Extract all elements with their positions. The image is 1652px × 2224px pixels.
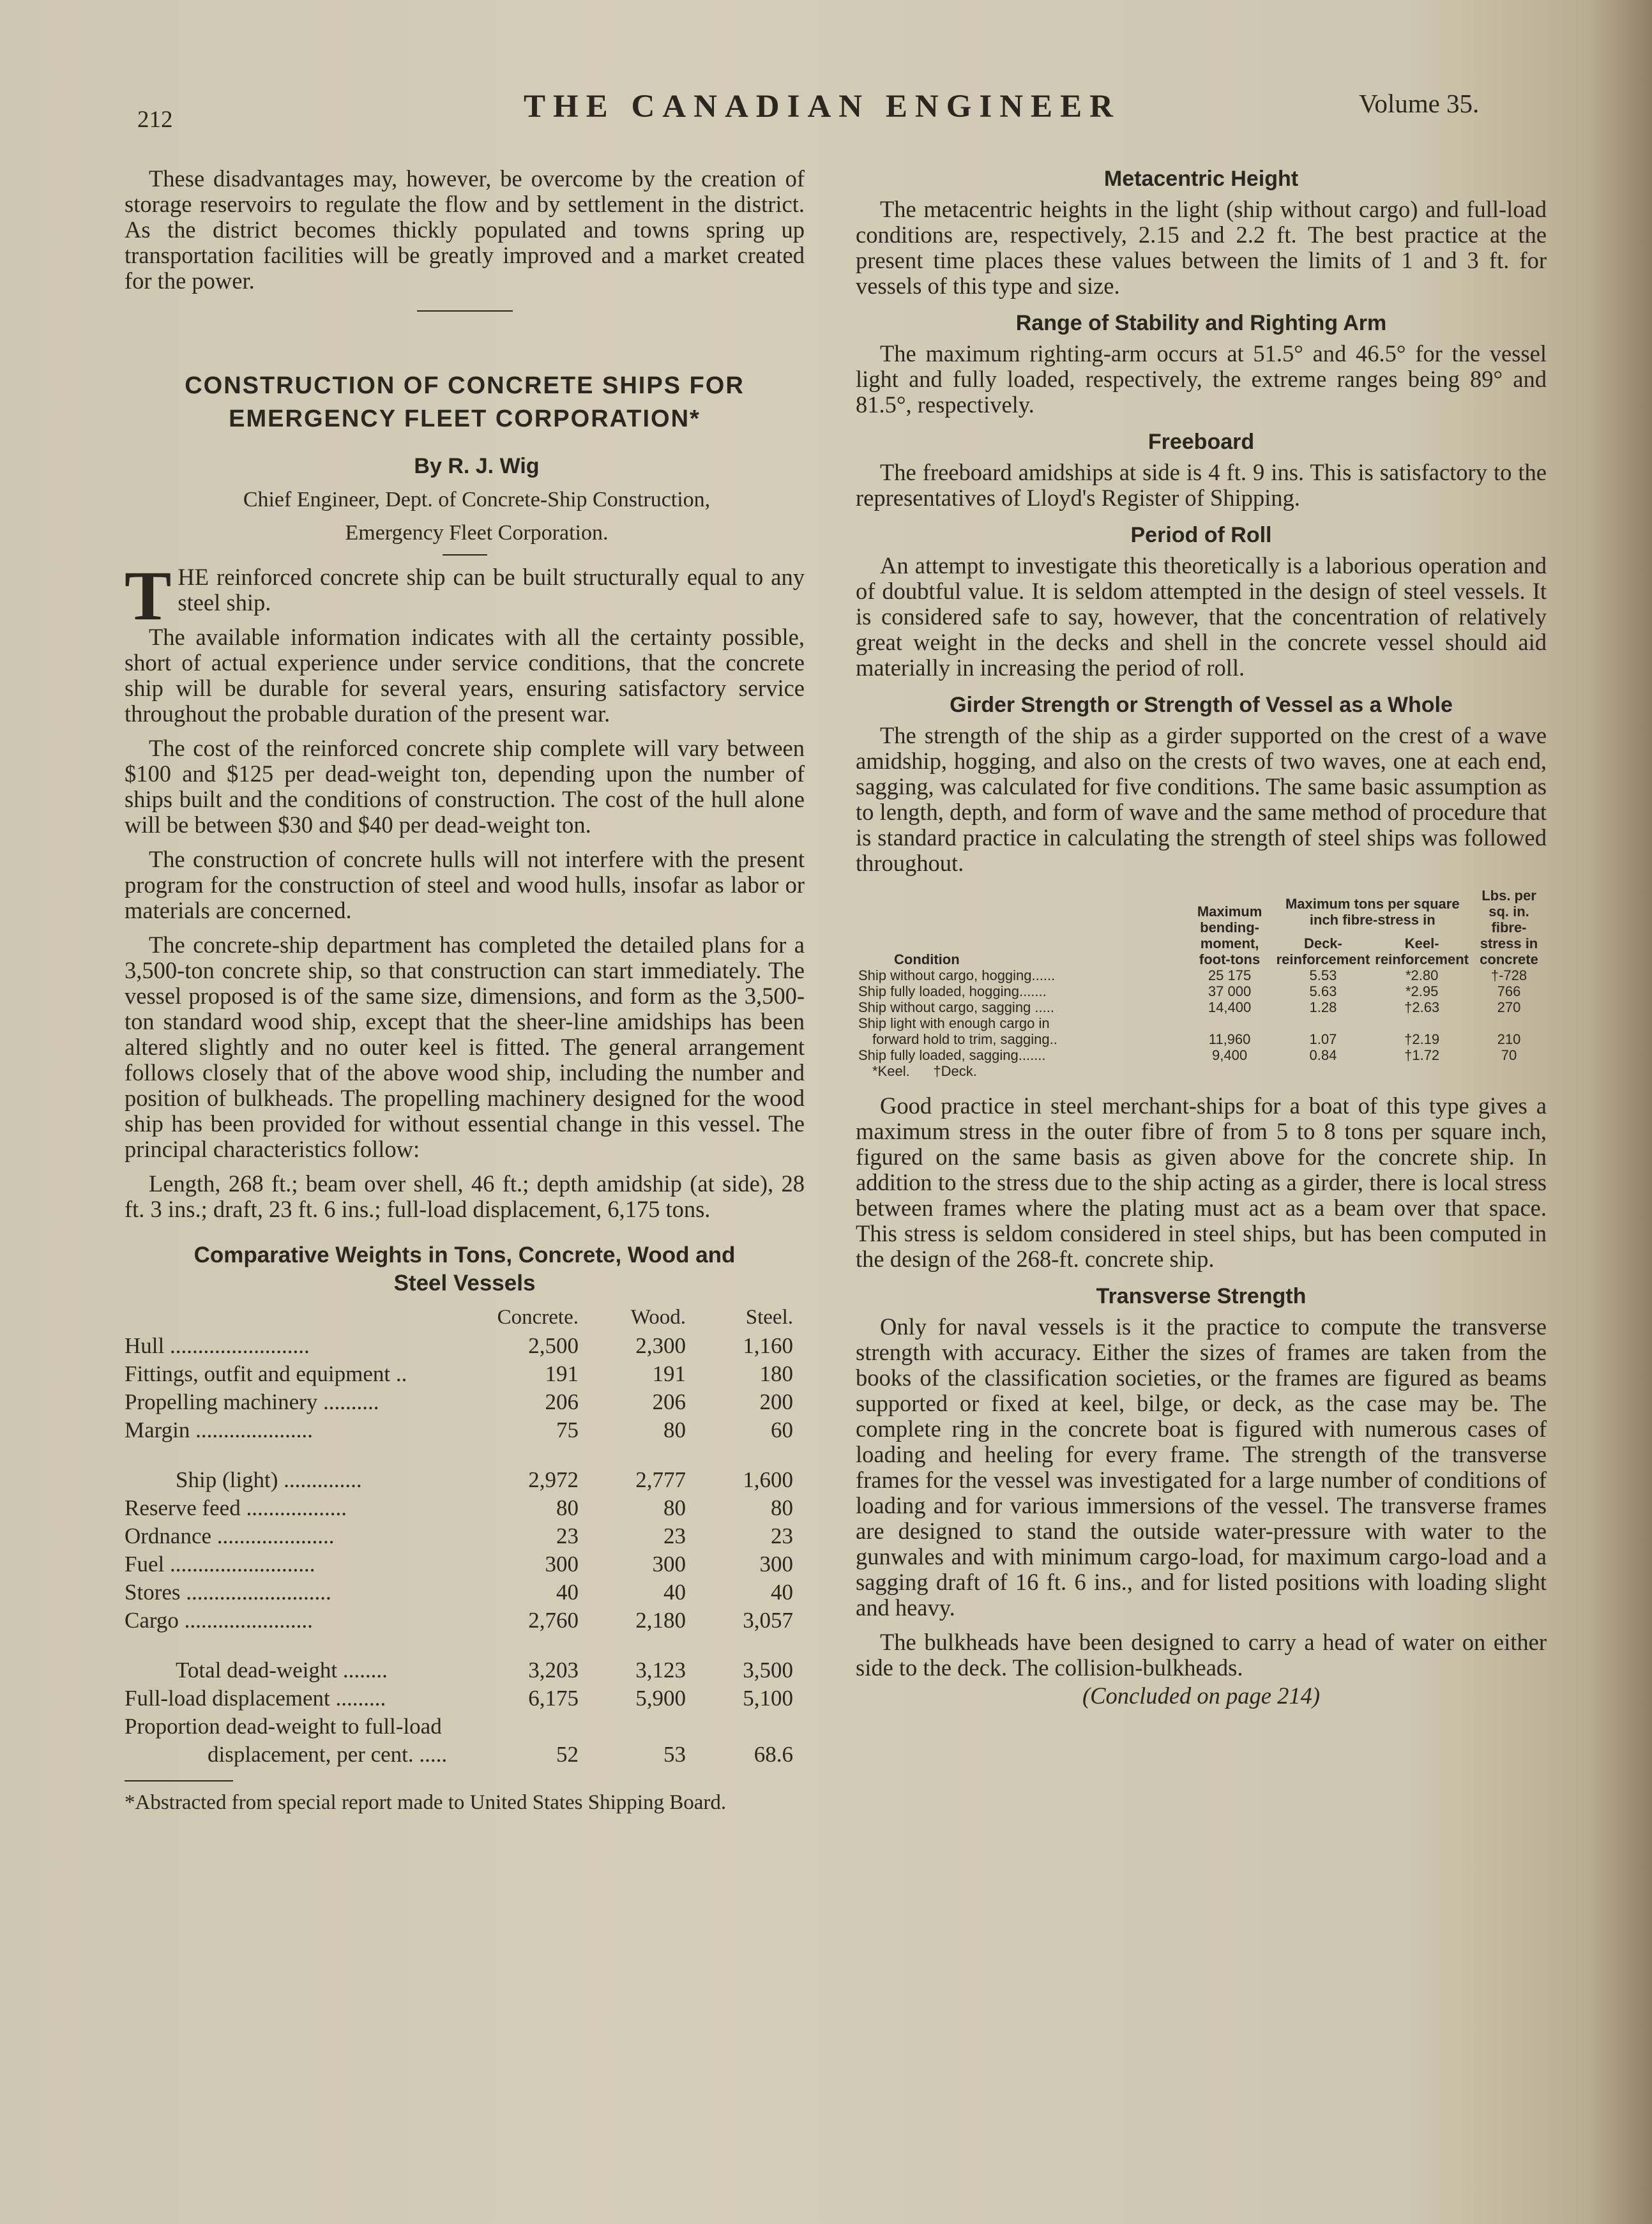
cell: Ship light with enough cargo in xyxy=(858,1015,1050,1031)
paragraph-metacentric: The metacentric heights in the light (ship without cargo) and full-load conditions are, respectively, 2.15 and 2.2 ft. The best practice at the present time places these values between the limits of 1 and 3 ft. for vessels of this type and size. xyxy=(856,196,1547,299)
table-row xyxy=(125,1416,805,1444)
row-label: Ordnance ..................... xyxy=(125,1524,335,1548)
column-header: Wood. xyxy=(630,1306,686,1329)
cell: 270 xyxy=(1497,999,1521,1015)
cell: 3,203 xyxy=(528,1658,579,1683)
right-column xyxy=(856,166,1547,1709)
paragraph-1-text: HE reinforced concrete ship can be built structurally equal to any steel ship. xyxy=(178,564,805,616)
cell: 300 xyxy=(759,1552,793,1577)
table-row xyxy=(125,1713,805,1741)
table-note-row xyxy=(856,1063,1547,1079)
heading-stability: Range of Stability and Righting Arm xyxy=(1015,311,1387,335)
cell: 23 xyxy=(556,1524,579,1548)
heading-girder: Girder Strength or Strength of Vessel as a Whole xyxy=(950,693,1453,717)
cell: †2.63 xyxy=(1404,999,1440,1015)
table-row xyxy=(125,1360,805,1388)
heading-metacentric: Metacentric Height xyxy=(1103,167,1299,191)
table-row xyxy=(125,1494,805,1522)
cell: 191 xyxy=(545,1361,579,1386)
paragraph-roll: An attempt to investigate this theoretically is a laborious operation and of doubtful value. It is seldom attempted in the design of steel vessels. It is considered safe to say, however, that the concentration of relatively great weight in the decks and shell in the concrete vessel should aid materially in increasing the period of roll. xyxy=(856,552,1547,681)
cell: forward hold to trim, sagging.. xyxy=(872,1031,1057,1047)
table-row xyxy=(856,1047,1547,1063)
cell: Ship without cargo, hogging...... xyxy=(858,967,1056,983)
weights-table-title xyxy=(125,1241,805,1297)
cell: 2,777 xyxy=(635,1467,686,1492)
byline: By R. J. Wig xyxy=(414,454,540,478)
article-title xyxy=(125,369,805,435)
column-header: Steel. xyxy=(745,1306,793,1329)
table-header-row xyxy=(125,1303,805,1332)
header-lbs: Lbs. per sq. in. fibre-stress in concrete xyxy=(1480,888,1538,967)
table-row xyxy=(125,1578,805,1607)
heading-freeboard: Freeboard xyxy=(1148,430,1255,454)
cell: 300 xyxy=(652,1552,686,1577)
cell: 40 xyxy=(771,1580,793,1605)
title-line-2: EMERGENCY FLEET CORPORATION* xyxy=(229,405,701,432)
cell: 14,400 xyxy=(1208,999,1252,1015)
cell: Ship fully loaded, hogging....... xyxy=(858,983,1047,999)
row-label: Full-load displacement ......... xyxy=(125,1686,386,1711)
heading-transverse: Transverse Strength xyxy=(1096,1284,1307,1308)
stress-table xyxy=(856,888,1547,1079)
cell: 5.53 xyxy=(1309,967,1337,983)
affiliation-2: Emergency Fleet Corporation. xyxy=(345,521,609,545)
weights-title-line-1: Comparative Weights in Tons, Concrete, Wood and xyxy=(193,1243,736,1267)
row-label: Propelling machinery .......... xyxy=(125,1389,379,1414)
paragraph-6: Length, 268 ft.; beam over shell, 46 ft.; depth amidship (at side), 28 ft. 3 ins.; draft, 23 ft. 6 ins.; full-load displacement, 6,175 tons. xyxy=(125,1170,805,1222)
table-row xyxy=(856,1031,1547,1047)
paragraph-girder: The strength of the ship as a girder supported on the crest of a wave amidship, hogging, and also on the crests of two waves, one at each end, sagging, was calculated for five conditions. The same basic assumption as to length, depth, and form of wave and the same method of procedure that is standard practice in calculating the strength of steel ships was followed throughout. xyxy=(856,722,1547,876)
cell: 5.63 xyxy=(1309,983,1337,999)
cell: *2.95 xyxy=(1405,983,1439,999)
table-row xyxy=(125,1607,805,1635)
table-row xyxy=(125,1550,805,1578)
cell: 3,500 xyxy=(743,1658,793,1683)
paragraph-transverse: Only for naval vessels is it the practice to compute the transverse strength with accuracy. Either the sizes of frames are taken from the books of the classification societies, or the frames are figured as beams supported or fixed at keel, bilge, or deck, as the case may be. The complete ring in the concrete boat is figured with numerous cases of loading and heeling for every frame. The strength of the transverse frames for the vessel was investigated for a large number of conditions of loading and for various immersions of the vessel. The transverse frames are designed to stand the outside water-pressure with water to the gunwales and with minimum cargo-load, for maximum cargo-load and a sagging draft of 16 ft. 6 ins., and for listed positions with loading slight and heavy. xyxy=(856,1313,1547,1621)
row-label: Fuel .......................... xyxy=(125,1552,315,1577)
page-header xyxy=(0,82,1652,133)
cell: 5,900 xyxy=(635,1686,686,1711)
cell: 210 xyxy=(1497,1031,1521,1047)
header-moment: Maximum bending-moment, foot-tons xyxy=(1197,904,1262,967)
table-row xyxy=(125,1388,805,1416)
table-row xyxy=(856,1015,1547,1031)
paragraph-5: The concrete-ship department has completed the detailed plans for a 3,500-ton concrete ship, so that construction can start immediately. The vessel proposed is of the same size, dimensions, and form as the 3,500-ton standard wood ship, except that the sheer-line amidships has been altered slightly and no outer keel is fitted. The general arrangement follows closely that of the above wood ship, including the number and position of bulkheads. The propelling machinery designed for the wood ship has been provided for without essential change in this vessel. The principal characteristics follow: xyxy=(125,932,805,1162)
header-keel: Keel-reinforcement xyxy=(1375,935,1469,967)
byline-divider xyxy=(443,554,487,556)
cell: 40 xyxy=(556,1580,579,1605)
cell: 1,160 xyxy=(743,1333,793,1358)
paragraph-4: The construction of concrete hulls will not interfere with the present program for the construction of steel and wood hulls, insofar as labor or materials are concerned. xyxy=(125,846,805,923)
table-row xyxy=(125,1466,805,1494)
cell: 200 xyxy=(759,1389,793,1414)
column-header: Concrete. xyxy=(497,1306,579,1329)
stress-header-row-1 xyxy=(856,888,1547,928)
cell: 52 xyxy=(556,1742,579,1767)
page-number: 212 xyxy=(137,107,173,133)
header-deck: Deck-reinforcement xyxy=(1276,935,1370,967)
footnote-divider xyxy=(125,1780,233,1781)
cell: 766 xyxy=(1497,983,1521,999)
table-row xyxy=(125,1522,805,1550)
cell: 1.28 xyxy=(1309,999,1337,1015)
cell: 3,123 xyxy=(635,1658,686,1683)
cell: 5,100 xyxy=(743,1686,793,1711)
cell: Ship without cargo, sagging ..... xyxy=(858,999,1054,1015)
cell: 75 xyxy=(556,1418,579,1442)
section-divider xyxy=(417,310,513,312)
cell: 1.07 xyxy=(1309,1031,1337,1047)
paragraph-1 xyxy=(125,557,805,635)
cell: 180 xyxy=(759,1361,793,1386)
cell: 9,400 xyxy=(1212,1047,1248,1063)
cell: 1,600 xyxy=(743,1467,793,1492)
paragraph-stability: The maximum righting-arm occurs at 51.5° and 46.5° for the vessel light and fully loaded, respectively, the extreme ranges being 89° and 81.5°, respectively. xyxy=(856,340,1547,418)
spacer-row xyxy=(125,1444,805,1466)
continued-note: (Concluded on page 214) xyxy=(1082,1683,1321,1709)
cell: 6,175 xyxy=(528,1686,579,1711)
cell: 2,300 xyxy=(635,1333,686,1358)
row-label: Ship (light) .............. xyxy=(176,1467,362,1492)
cell: 80 xyxy=(556,1495,579,1520)
cell: 191 xyxy=(652,1361,686,1386)
cell: 80 xyxy=(771,1495,793,1520)
row-label: Hull ......................... xyxy=(125,1333,310,1358)
cell: 2,760 xyxy=(528,1608,579,1633)
table-row xyxy=(125,1684,805,1713)
cell: 2,972 xyxy=(528,1467,579,1492)
paragraph-2: The available information indicates with all the certainty possible, short of actual experience under service conditions, that the concrete ship will be durable for several years, ensuring satisfactory service throughout the probable duration of the present war. xyxy=(125,624,805,727)
cell: 300 xyxy=(545,1552,579,1577)
row-label: Total dead-weight ........ xyxy=(176,1658,388,1683)
heading-roll: Period of Roll xyxy=(1130,523,1272,547)
cell: 68.6 xyxy=(754,1742,793,1767)
row-label: Proportion dead-weight to full-load xyxy=(125,1714,442,1739)
cell: 11,960 xyxy=(1208,1031,1251,1047)
row-label: displacement, per cent. ..... xyxy=(208,1742,448,1767)
journal-title: THE CANADIAN ENGINEER xyxy=(524,89,1121,125)
cell: 2,500 xyxy=(528,1333,579,1358)
volume-label: Volume 35. xyxy=(1359,89,1480,118)
header-group: Maximum tons per square inch fibre-stress in xyxy=(1285,895,1460,928)
spacer-row xyxy=(125,1635,805,1656)
paragraph-3: The cost of the reinforced concrete ship complete will vary between $100 and $125 per dead-weight ton, depending upon the number of ships built and the conditions of construction. The cost of the hull alone will be between $30 and $40 per dead-weight ton. xyxy=(125,735,805,838)
cell: 23 xyxy=(771,1524,793,1548)
paragraph-bulkheads: The bulkheads have been designed to carry a head of water on either side to the deck. The collision-bulkheads. xyxy=(856,1629,1547,1681)
paragraph-freeboard: The freeboard amidships at side is 4 ft. 9 ins. This is satisfactory to the representatives of Lloyd's Register of Shipping. xyxy=(856,459,1547,511)
cell: Ship fully loaded, sagging....... xyxy=(858,1047,1046,1063)
cell: 3,057 xyxy=(743,1608,793,1633)
cell: †1.72 xyxy=(1404,1047,1440,1063)
drop-cap: T xyxy=(125,557,172,635)
table-row xyxy=(856,967,1547,983)
paragraph-good-practice: Good practice in steel merchant-ships for a boat of this type gives a maximum stress in the outer fibre of from 5 to 8 tons per square inch, figured on the same basis as given above for the concrete ship. In addition to the stress due to the ship acting as a girder, there is local stress between frames where the plating must act as a beam over that space. This stress is seldom considered in steel ships, but has been computed in the design of the 268-ft. concrete ship. xyxy=(856,1093,1547,1272)
cell: 60 xyxy=(771,1418,793,1442)
title-line-1: CONSTRUCTION OF CONCRETE SHIPS FOR xyxy=(185,372,745,399)
cell: 25 175 xyxy=(1208,967,1252,983)
cell: 0.84 xyxy=(1309,1047,1337,1063)
cell: 80 xyxy=(663,1418,686,1442)
weights-title-line-2: Steel Vessels xyxy=(393,1271,536,1296)
row-label: Stores .......................... xyxy=(125,1580,331,1605)
weights-table xyxy=(125,1303,805,1769)
cell: 206 xyxy=(545,1389,579,1414)
table-row xyxy=(856,983,1547,999)
cell: 2,180 xyxy=(635,1608,686,1633)
cell: 70 xyxy=(1501,1047,1517,1063)
footnote: *Abstracted from special report made to United States Shipping Board. xyxy=(125,1791,727,1814)
row-label: Cargo ....................... xyxy=(125,1608,313,1633)
cell: 23 xyxy=(663,1524,686,1548)
cell: *2.80 xyxy=(1405,967,1439,983)
row-label: Reserve feed .................. xyxy=(125,1495,347,1520)
cell: 53 xyxy=(663,1742,686,1767)
cell: †2.19 xyxy=(1404,1031,1440,1047)
intro-paragraph: These disadvantages may, however, be overcome by the creation of storage reservoirs to regulate the flow and by settlement in the district. As the district becomes thickly populated and towns spring up transportation facilities will be greatly improved and a market created for the power. xyxy=(125,165,805,294)
affiliation-1: Chief Engineer, Dept. of Concrete-Ship Construction, xyxy=(243,488,711,511)
row-label: Fittings, outfit and equipment .. xyxy=(125,1361,407,1386)
table-note: *Keel. †Deck. xyxy=(872,1063,977,1079)
table-row xyxy=(125,1656,805,1684)
left-column xyxy=(125,166,805,1815)
table-row xyxy=(856,999,1547,1015)
cell: †-728 xyxy=(1490,967,1527,983)
row-label: Margin ..................... xyxy=(125,1418,313,1442)
cell: 206 xyxy=(652,1389,686,1414)
header-condition: Condition xyxy=(894,951,960,967)
cell: 80 xyxy=(663,1495,686,1520)
table-row xyxy=(125,1332,805,1360)
cell: 40 xyxy=(663,1580,686,1605)
table-row xyxy=(125,1741,805,1769)
cell: 37 000 xyxy=(1208,983,1252,999)
